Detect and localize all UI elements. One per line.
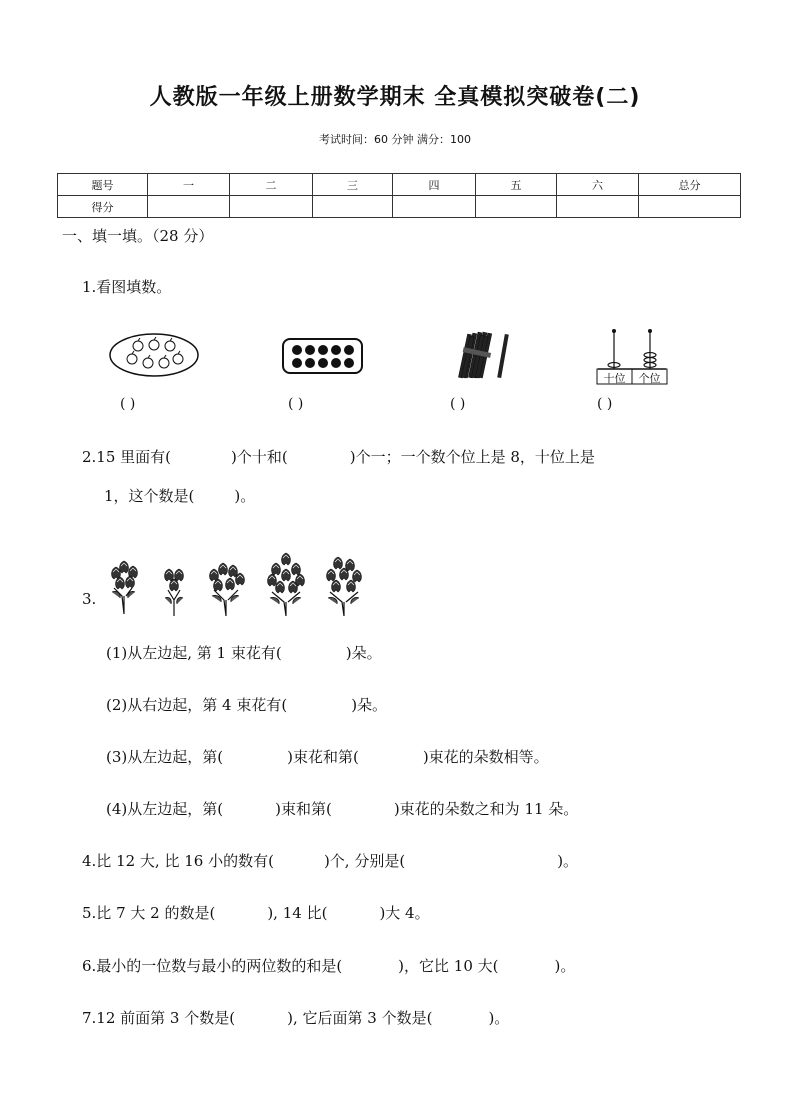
question-3-label: 3. (82, 590, 97, 608)
q3-text: )朵。 (351, 696, 388, 714)
apple-plate-icon (108, 332, 200, 378)
q2-text: 1，这个数是( (104, 487, 195, 505)
q6-text: 6.最小的一位数与最小的两位数的和是( (82, 957, 343, 975)
score-header-cell: 六 (557, 174, 639, 196)
q7-text: )。 (488, 1009, 510, 1027)
bouquet-4 (268, 553, 305, 616)
q7-text: ), 它后面第 3 个数是( (287, 1009, 433, 1027)
bouquet-1 (112, 561, 138, 614)
question-3-part-3 (106, 746, 549, 767)
abacus-icon (596, 328, 668, 386)
score-header-cell: 一 (148, 174, 230, 196)
answer-blank-4[interactable]: ( ) (597, 396, 613, 412)
page-title: 人教版一年级上册数学期末 全真模拟突破卷(二) (149, 85, 641, 110)
question-3-part-4 (106, 798, 578, 819)
q7-text: 7.12 前面第 3 个数是( (82, 1009, 236, 1027)
score-header-cell: 题号 (58, 174, 148, 196)
stick-bundle-icon (455, 330, 519, 382)
q3-text: (4)从左边起，第( (106, 800, 224, 818)
score-cell[interactable] (639, 196, 741, 218)
question-6 (82, 955, 575, 976)
question-1-text: 1.看图填数。 (82, 278, 172, 296)
q3-text: )束花和第( (287, 748, 359, 766)
score-header-cell: 总分 (639, 174, 741, 196)
score-cell[interactable] (230, 196, 313, 218)
flower-bouquets-image (104, 552, 368, 620)
abacus-tens-label: 十位 (603, 372, 626, 385)
q3-text: (3)从左边起，第( (106, 748, 224, 766)
score-cell[interactable] (557, 196, 639, 218)
score-cell[interactable] (148, 196, 230, 218)
bouquet-3 (210, 563, 245, 616)
q3-text: (2)从右边起，第 4 束花有( (106, 696, 288, 714)
q5-text: )大 4。 (379, 904, 430, 922)
score-cell[interactable] (393, 196, 476, 218)
score-cell[interactable] (313, 196, 393, 218)
q4-text: )个, 分别是( (323, 852, 406, 870)
score-header-cell: 二 (230, 174, 313, 196)
bouquet-2 (165, 569, 184, 616)
q5-text: 5.比 7 大 2 的数是( (82, 904, 216, 922)
answer-blank-1[interactable]: ( ) (120, 396, 136, 412)
q3-text: (1)从左边起, 第 1 束花有( (106, 644, 282, 662)
section-heading: 一、填一填。（28 分） (62, 227, 214, 245)
q6-text: )，它比 10 大( (398, 957, 499, 975)
q2-text: 2.15 里面有( (82, 448, 172, 466)
question-5 (82, 902, 430, 923)
q6-text: )。 (554, 957, 576, 975)
q2-text: )个十和( (231, 448, 288, 466)
score-table-header-row (58, 174, 741, 196)
bouquet-5 (327, 557, 362, 616)
q3-text: )束花的朵数相等。 (422, 748, 549, 766)
question-3-part-1 (106, 642, 382, 663)
q2-text: )个一；一个数个位上是 8，十位上是 (349, 448, 595, 466)
question-4 (82, 850, 578, 871)
question-7 (82, 1007, 509, 1028)
answer-blank-2[interactable]: ( ) (288, 396, 304, 412)
q3-text: )束花的朵数之和为 11 朵。 (393, 800, 579, 818)
q4-text: 4.比 12 大, 比 16 小的数有( (82, 852, 274, 870)
question-2-line1 (82, 446, 595, 467)
q2-text: )。 (234, 487, 256, 505)
q4-text: )。 (557, 852, 579, 870)
score-cell[interactable] (476, 196, 557, 218)
score-header-cell: 四 (393, 174, 476, 196)
ten-frame-icon (282, 338, 363, 374)
q3-text: )束和第( (275, 800, 332, 818)
score-table-score-row (58, 196, 741, 218)
q3-text: )朵。 (345, 644, 382, 662)
q5-text: ), 14 比( (267, 904, 328, 922)
answer-blank-3[interactable]: ( ) (450, 396, 466, 412)
score-row-label: 得分 (58, 196, 148, 218)
question-3-part-2 (106, 694, 387, 715)
exam-info: 考试时间：60 分钟 满分：100 (319, 133, 471, 146)
score-header-cell: 五 (476, 174, 557, 196)
abacus-ones-label: 个位 (638, 372, 661, 385)
score-table (57, 173, 741, 218)
question-2-line2 (104, 485, 255, 506)
score-header-cell: 三 (313, 174, 393, 196)
